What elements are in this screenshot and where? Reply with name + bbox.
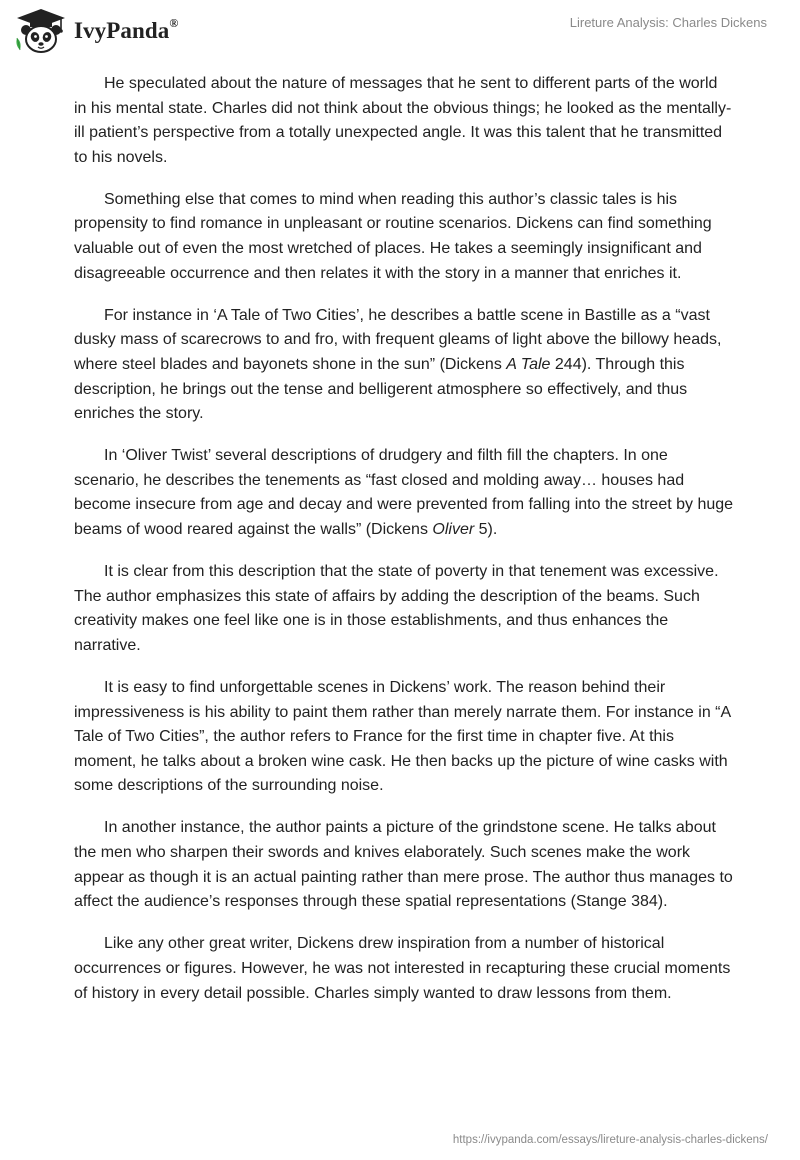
paragraph-3-text-before: For instance in ‘A Tale of Two Cities’, he describes a battle scene in Bastille as a “vast dusky mass of scarecrows to and fro, with frequent gleams of light above the billowy heads, where steel blades and bayonets shone in the sun” (Dickens	[74, 306, 722, 373]
brand-name	[74, 18, 178, 44]
paragraph-4-text-before: In ‘Oliver Twist’ several descriptions of drudgery and filth fill the chapters. In one scenario, he describes the tenements as “fast closed and molding away… houses had become insecure from age and decay and were prevented from falling into the street by huge beams of wood reared against the walls” (Dickens	[74, 447, 734, 538]
registered-mark: ®	[169, 16, 179, 31]
paragraph-8: Like any other great writer, Dickens drew inspiration from a number of historical occurrences or figures. However, he was not interested in recapturing these crucial moments of history in every detail possible. Charles simply wanted to draw lessons from them.	[74, 935, 731, 1002]
paragraph-3-text-after: 244). Through this description, he brings out the tense and belligerent atmosphere so effectively, and thus enriches the story.	[74, 355, 688, 423]
paragraph-4-text-after: 5).	[474, 521, 498, 538]
paragraph-7: In another instance, the author paints a picture of the grindstone scene. He talks about the men who sharpen their swords and knives elaborately. Such scenes make the work appear as though it is an actual painting rather than mere prose. The author thus manages to affect the audience’s responses through these spatial representations (Stange 384).	[74, 819, 733, 911]
ivypanda-logo[interactable]	[14, 8, 178, 54]
paragraph-1: He speculated about the nature of messages that he sent to different parts of the world in his mental state. Charles did not think about the obvious things; he looked as the mentally-ill patient’s perspective from a totally unexpected angle. It was this talent that he transmitted to his novels.	[74, 75, 732, 166]
paragraph-5: It is clear from this description that the state of poverty in that tenement was excessive. The author emphasizes this state of affairs by adding the description of the beams. Such creativity makes one feel like one is in those establishments, and thus enhances the narrative.	[74, 563, 719, 654]
paragraph-4-italic-title: Oliver	[432, 521, 475, 538]
brand-name-text: IvyPanda	[74, 18, 170, 43]
paragraph-4	[74, 444, 734, 542]
paragraph-6: It is easy to find unforgettable scenes in Dickens’ work. The reason behind their impressiveness is his ability to paint them rather than merely narrate them. For instance in “A Tale of Two Cities”, the author refers to France for the first time in chapter five. At this moment, he talks about a broken wine cask. He then backs up the picture of wine casks with some descriptions of the surrounding noise.	[74, 678, 731, 795]
document-title: Lireture Analysis: Charles Dickens	[569, 15, 767, 30]
panda-graduation-cap-icon	[14, 8, 68, 54]
essay-body	[74, 72, 734, 1024]
page-header	[0, 0, 800, 60]
paragraph-2: Something else that comes to mind when reading this author’s classic tales is his propensity to find romance in unpleasant or routine scenarios. Dickens can find something valuable out of even the most wretched of places. He takes a seemingly insignificant and disagreeable occurrence and then relates it with the story in a manner that enriches it.	[74, 190, 712, 282]
source-url-link[interactable]: https://ivypanda.com/essays/lireture-analysis-charles-dickens/	[452, 1134, 768, 1146]
paragraph-3	[74, 304, 734, 427]
paragraph-3-italic-title: A Tale	[506, 355, 551, 373]
